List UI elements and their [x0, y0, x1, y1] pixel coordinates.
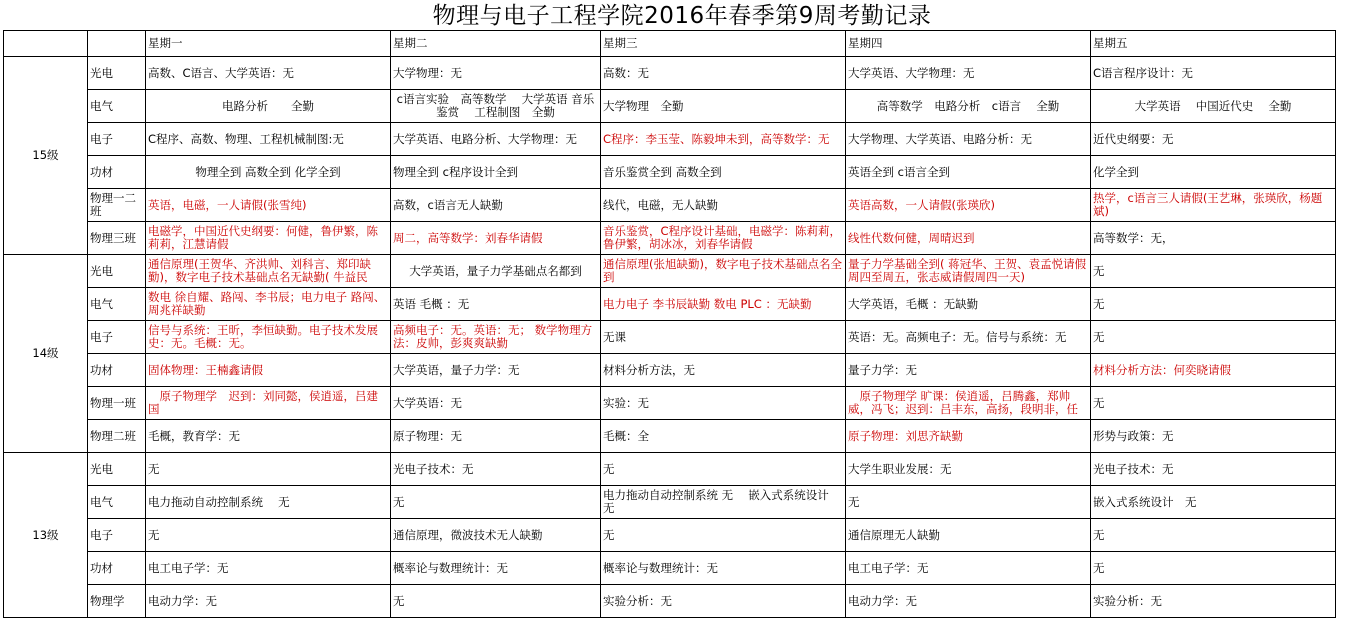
table-row [4, 156, 1336, 189]
table-row [4, 453, 1336, 486]
attendance-cell-tue[interactable]: 英语 毛概 ：无 [391, 288, 601, 321]
attendance-cell-mon[interactable]: 电力拖动自动控制系统 无 [146, 486, 391, 519]
header-cell-thu[interactable]: 星期四 [846, 31, 1091, 57]
attendance-cell-wed[interactable]: 音乐鉴赏，C程序设计基础，电磁学：陈莉莉，鲁伊繁，胡冰冰，刘春华请假 [601, 222, 846, 255]
attendance-cell-fri[interactable]: 实验分析：无 [1091, 585, 1336, 618]
header-cell-tue[interactable]: 星期二 [391, 31, 601, 57]
attendance-cell-fri[interactable]: 无 [1091, 519, 1336, 552]
attendance-cell-tue[interactable]: 高频电子：无。英语：无； 数学物理方法：皮帅，彭爽爽缺勤 [391, 321, 601, 354]
attendance-cell-tue[interactable]: 通信原理，微波技术无人缺勤 [391, 519, 601, 552]
class-name-cell[interactable]: 光电 [88, 453, 146, 486]
attendance-cell-fri[interactable]: 形势与政策：无 [1091, 420, 1336, 453]
table-row [4, 288, 1336, 321]
attendance-cell-thu[interactable]: 电工电子学：无 [846, 552, 1091, 585]
attendance-cell-mon[interactable]: 原子物理学 迟到：刘同懿，侯逍遥，吕建国 [146, 387, 391, 420]
attendance-cell-fri[interactable]: 无 [1091, 552, 1336, 585]
attendance-cell-thu[interactable]: 电动力学：无 [846, 585, 1091, 618]
attendance-cell-wed[interactable]: 材料分析方法，无 [601, 354, 846, 387]
attendance-cell-tue[interactable]: 高数，c语言无人缺勤 [391, 189, 601, 222]
attendance-cell-thu[interactable]: 大学英语、大学物理：无 [846, 57, 1091, 90]
attendance-cell-mon[interactable]: 高数、C语言、大学英语：无 [146, 57, 391, 90]
attendance-cell-wed[interactable]: 线代，电磁，无人缺勤 [601, 189, 846, 222]
attendance-cell-fri[interactable]: 大学英语 中国近代史 全勤 [1091, 90, 1336, 123]
attendance-cell-wed[interactable]: 无 [601, 519, 846, 552]
attendance-cell-wed[interactable]: 高数：无 [601, 57, 846, 90]
attendance-cell-wed[interactable]: 实验：无 [601, 387, 846, 420]
table-body [4, 31, 1336, 618]
attendance-cell-tue[interactable]: 大学英语，量子力学：无 [391, 354, 601, 387]
class-name-cell[interactable]: 物理三班 [88, 222, 146, 255]
attendance-cell-fri[interactable]: 无 [1091, 387, 1336, 420]
attendance-cell-fri[interactable]: 近代史纲要：无 [1091, 123, 1336, 156]
attendance-cell-tue[interactable]: 原子物理：无 [391, 420, 601, 453]
attendance-cell-tue[interactable]: c语言实验 高等数学 大学英语 音乐鉴赏 工程制图 全勤 [391, 90, 601, 123]
table-row [4, 519, 1336, 552]
table-row [4, 57, 1336, 90]
class-name-cell[interactable]: 物理一二班 [88, 189, 146, 222]
attendance-cell-wed[interactable]: 无课 [601, 321, 846, 354]
attendance-table [3, 30, 1336, 618]
attendance-cell-mon[interactable]: 电动力学：无 [146, 585, 391, 618]
attendance-cell-tue[interactable]: 物理全到 c程序设计全到 [391, 156, 601, 189]
table-row [4, 321, 1336, 354]
attendance-cell-thu[interactable]: 大学物理、大学英语、电路分析：无 [846, 123, 1091, 156]
attendance-cell-tue[interactable]: 大学英语、电路分析、大学物理：无 [391, 123, 601, 156]
page-title: 物理与电子工程学院2016年春季第9周考勤记录 [432, 3, 932, 29]
attendance-cell-tue[interactable]: 大学英语，量子力学基础点名都到 [391, 255, 601, 288]
class-name-cell[interactable]: 功材 [88, 552, 146, 585]
header-cell-wed[interactable]: 星期三 [601, 31, 846, 57]
attendance-cell-wed[interactable]: 大学物理 全勤 [601, 90, 846, 123]
attendance-cell-mon[interactable]: 电工电子学：无 [146, 552, 391, 585]
table-row [4, 255, 1336, 288]
table-row [4, 387, 1336, 420]
attendance-cell-tue[interactable]: 光电子技术：无 [391, 453, 601, 486]
attendance-cell-mon[interactable]: 毛概，教育学：无 [146, 420, 391, 453]
grade-cell[interactable]: 14级 [4, 255, 88, 453]
attendance-cell-tue[interactable]: 大学英语：无 [391, 387, 601, 420]
attendance-cell-thu[interactable]: 大学英语，毛概 ：无缺勤 [846, 288, 1091, 321]
attendance-cell-thu[interactable]: 通信原理无人缺勤 [846, 519, 1091, 552]
attendance-cell-thu[interactable]: 原子物理学 旷课：侯逍遥，吕腾鑫，郑帅威，冯飞；迟到：吕丰东，高扬，段明非，任 [846, 387, 1091, 420]
attendance-cell-fri[interactable]: 无 [1091, 255, 1336, 288]
header-cell-blank-2[interactable] [88, 31, 146, 57]
attendance-cell-mon[interactable]: 英语，电磁，一人请假(张雪纯) [146, 189, 391, 222]
attendance-cell-mon[interactable]: 电路分析 全勤 [146, 90, 391, 123]
attendance-cell-wed[interactable]: 音乐鉴赏全到 高数全到 [601, 156, 846, 189]
table-row [4, 552, 1336, 585]
class-name-cell[interactable]: 电气 [88, 90, 146, 123]
class-name-cell[interactable]: 电气 [88, 486, 146, 519]
attendance-cell-wed[interactable]: 无 [601, 453, 846, 486]
attendance-cell-wed[interactable]: 电力电子 李书辰缺勤 数电 PLC ：无缺勤 [601, 288, 846, 321]
attendance-cell-fri[interactable]: 无 [1091, 321, 1336, 354]
attendance-cell-mon[interactable]: 电磁学，中国近代史纲要：何健，鲁伊繁，陈莉莉，江慧请假 [146, 222, 391, 255]
attendance-cell-wed[interactable]: 实验分析：无 [601, 585, 846, 618]
attendance-cell-mon[interactable]: 无 [146, 519, 391, 552]
attendance-cell-thu[interactable]: 量子力学：无 [846, 354, 1091, 387]
class-name-cell[interactable]: 电子 [88, 519, 146, 552]
table-row [4, 222, 1336, 255]
header-cell-fri[interactable]: 星期五 [1091, 31, 1336, 57]
class-name-cell[interactable]: 光电 [88, 57, 146, 90]
attendance-cell-wed[interactable]: 通信原理(张旭缺勤)，数字电子技术基础点名全到 [601, 255, 846, 288]
attendance-cell-tue[interactable]: 无 [391, 585, 601, 618]
attendance-cell-fri[interactable]: C语言程序设计：无 [1091, 57, 1336, 90]
attendance-cell-fri[interactable]: 材料分析方法：何奕晓请假 [1091, 354, 1336, 387]
attendance-cell-thu[interactable]: 英语全到 c语言全到 [846, 156, 1091, 189]
table-row [4, 486, 1336, 519]
attendance-cell-fri[interactable]: 高等数学：无， [1091, 222, 1336, 255]
attendance-cell-wed[interactable]: 毛概：全 [601, 420, 846, 453]
attendance-cell-tue[interactable]: 概率论与数理统计：无 [391, 552, 601, 585]
class-name-cell[interactable]: 物理一班 [88, 387, 146, 420]
attendance-cell-thu[interactable]: 英语：无。高频电子：无。信号与系统：无 [846, 321, 1091, 354]
attendance-cell-fri[interactable]: 嵌入式系统设计 无 [1091, 486, 1336, 519]
class-name-cell[interactable]: 光电 [88, 255, 146, 288]
attendance-cell-mon[interactable]: 通信原理(王贺华、齐洪帅、刘科言、郑印缺勤)，数字电子技术基础点名无缺勤( 牛益民 [146, 255, 391, 288]
grade-cell[interactable]: 13级 [4, 453, 88, 618]
attendance-cell-mon[interactable]: 无 [146, 453, 391, 486]
attendance-cell-thu[interactable]: 大学生职业发展：无 [846, 453, 1091, 486]
attendance-cell-tue[interactable]: 周二，高等数学：刘春华请假 [391, 222, 601, 255]
table-row [4, 189, 1336, 222]
attendance-cell-wed[interactable]: 概率论与数理统计：无 [601, 552, 846, 585]
attendance-cell-mon[interactable]: C程序、高数、物理、工程机械制图:无 [146, 123, 391, 156]
attendance-cell-fri[interactable]: 化学全到 [1091, 156, 1336, 189]
table-row [4, 123, 1336, 156]
attendance-cell-thu[interactable]: 原子物理：刘思齐缺勤 [846, 420, 1091, 453]
attendance-cell-mon[interactable]: 数电 徐自耀、路闯、李书辰；电力电子 路闯、周兆祥缺勤 [146, 288, 391, 321]
attendance-cell-thu[interactable]: 无 [846, 486, 1091, 519]
attendance-cell-wed[interactable]: 电力拖动自动控制系统 无 嵌入式系统设计 无 [601, 486, 846, 519]
class-name-cell[interactable]: 物理二班 [88, 420, 146, 453]
class-name-cell[interactable]: 电子 [88, 321, 146, 354]
class-name-cell[interactable]: 功材 [88, 354, 146, 387]
attendance-cell-thu[interactable]: 量子力学基础全到( 蒋冠华、王贺、袁孟悦请假周四至周五，张志威请假周四一天) [846, 255, 1091, 288]
attendance-cell-thu[interactable]: 高等数学 电路分析 c语言 全勤 [846, 90, 1091, 123]
table-row [4, 354, 1336, 387]
class-name-cell[interactable]: 电子 [88, 123, 146, 156]
header-row [4, 31, 1336, 57]
table-row [4, 420, 1336, 453]
attendance-cell-tue[interactable]: 无 [391, 486, 601, 519]
attendance-cell-wed[interactable]: C程序：李玉莹、陈毅坤未到，高等数学：无 [601, 123, 846, 156]
attendance-cell-mon[interactable]: 物理全到 高数全到 化学全到 [146, 156, 391, 189]
attendance-cell-mon[interactable]: 固体物理：王楠鑫请假 [146, 354, 391, 387]
class-name-cell[interactable]: 电气 [88, 288, 146, 321]
header-cell-blank-1[interactable] [4, 31, 88, 57]
attendance-cell-fri[interactable]: 热学，c语言三人请假(王艺琳，张瑛欣，杨题斌) [1091, 189, 1336, 222]
attendance-cell-thu[interactable]: 英语高数，一人请假(张瑛欣) [846, 189, 1091, 222]
header-cell-mon[interactable]: 星期一 [146, 31, 391, 57]
attendance-cell-tue[interactable]: 大学物理：无 [391, 57, 601, 90]
attendance-cell-fri[interactable]: 光电子技术：无 [1091, 453, 1336, 486]
class-name-cell[interactable]: 功材 [88, 156, 146, 189]
attendance-cell-mon[interactable]: 信号与系统：王昕，李恒缺勤。电子技术发展史：无。毛概：无。 [146, 321, 391, 354]
table-row [4, 90, 1336, 123]
attendance-cell-thu[interactable]: 线性代数何健，周晴迟到 [846, 222, 1091, 255]
class-name-cell[interactable]: 物理学 [88, 585, 146, 618]
grade-cell[interactable]: 15级 [4, 57, 88, 255]
attendance-cell-fri[interactable]: 无 [1091, 288, 1336, 321]
table-row [4, 585, 1336, 618]
